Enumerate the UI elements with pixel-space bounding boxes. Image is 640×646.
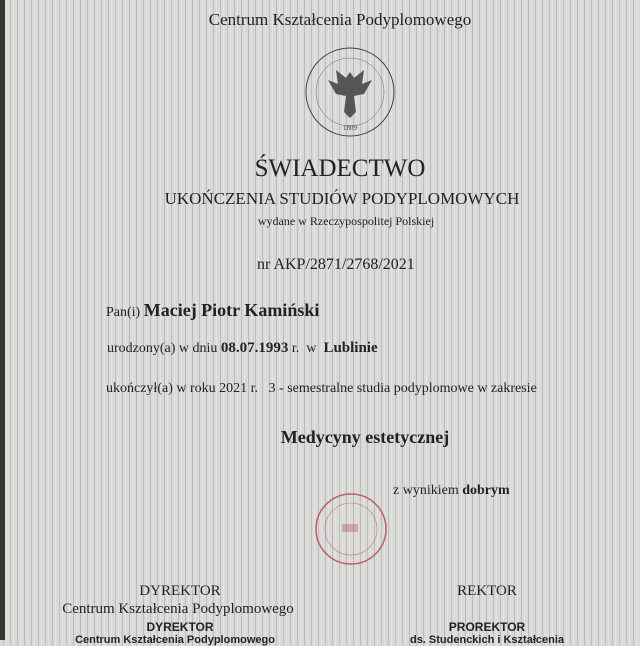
birth-date: 08.07.1993 xyxy=(220,340,289,356)
completion-year: 2021 r. xyxy=(219,381,259,396)
birth-prefix: urodzony(a) w dniu xyxy=(107,341,218,356)
result-line xyxy=(393,483,510,499)
left-stamp-title: DYREKTOR xyxy=(146,620,214,634)
completion-description: 3 - semestralne studia podyplomowe w zakresie xyxy=(268,381,537,396)
result-grade: dobrym xyxy=(462,483,510,498)
birth-line xyxy=(107,340,378,357)
recipient-prefix: Pan(i) xyxy=(106,305,141,320)
left-signature-unit: Centrum Kształcenia Podyplomowego xyxy=(62,601,294,617)
right-stamp-unit: ds. Studenckich i Kształcenia xyxy=(409,634,565,646)
completion-line xyxy=(106,381,537,397)
document-subtitle: UKOŃCZENIA STUDIÓW PODYPLOMOWYCH xyxy=(164,189,520,208)
right-signature-title: REKTOR xyxy=(457,583,517,599)
round-stamp-icon xyxy=(314,492,388,566)
eagle-seal-icon xyxy=(302,44,398,140)
birth-r: r. xyxy=(291,341,300,356)
document-edge xyxy=(0,0,5,640)
birth-w: w xyxy=(306,341,317,356)
institution-header: Centrum Kształcenia Podyplomowego xyxy=(208,10,472,29)
completion-prefix: ukończył(a) w roku xyxy=(106,381,216,396)
result-prefix: z wynikiem xyxy=(393,483,459,498)
left-signature-title: DYREKTOR xyxy=(139,583,221,599)
left-stamp-unit: Centrum Kształcenia Podyplomowego xyxy=(75,634,275,646)
birth-place: Lublinie xyxy=(323,340,378,356)
issued-text: wydane w Rzeczypospolitej Polskiej xyxy=(257,214,435,228)
recipient-line xyxy=(106,300,319,321)
recipient-name: Maciej Piotr Kamiński xyxy=(143,300,320,320)
document-title: ŚWIADECTWO xyxy=(254,155,426,182)
study-field: Medycyny estetycznej xyxy=(280,427,450,447)
seal-year: 1809 xyxy=(343,124,357,132)
right-stamp-title: PROREKTOR xyxy=(448,620,526,634)
certificate-number: nr AKP/2871/2768/2021 xyxy=(257,256,415,273)
